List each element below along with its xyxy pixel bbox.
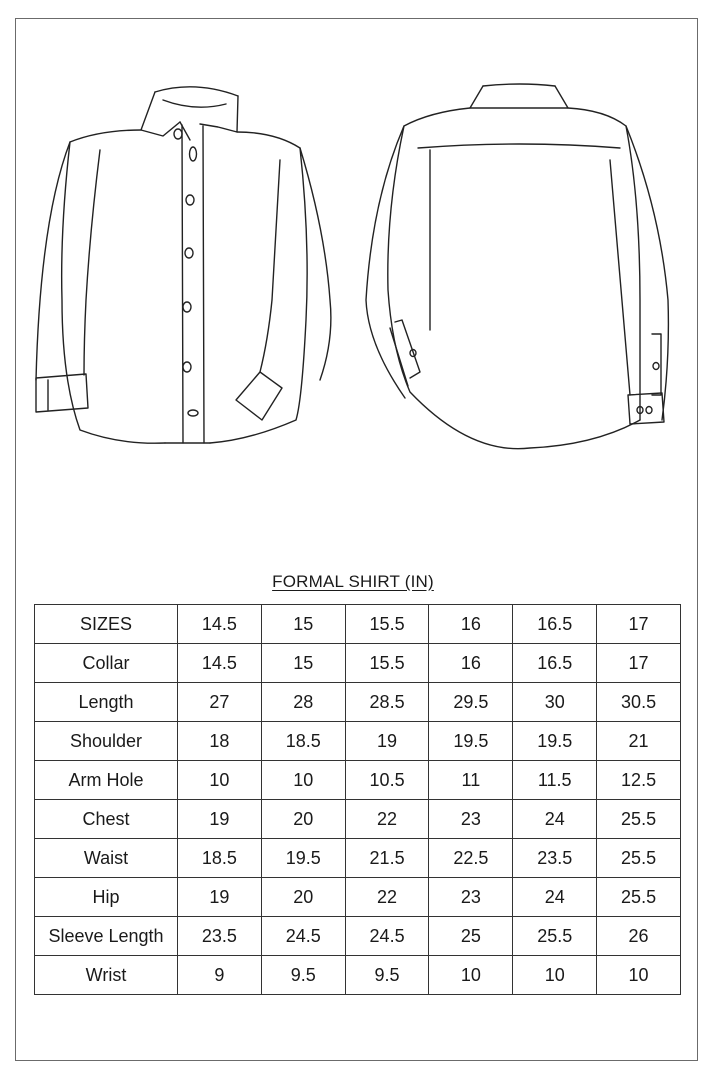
measurement-cell: 14.5 (178, 644, 262, 683)
size-header-cell: 16 (429, 605, 513, 644)
measurement-cell: 24.5 (345, 917, 429, 956)
measurement-cell: 23.5 (178, 917, 262, 956)
measurement-cell: 9.5 (261, 956, 345, 995)
measurement-cell: 30 (513, 683, 597, 722)
measurement-cell: 10 (429, 956, 513, 995)
size-chart-table (34, 604, 681, 995)
measurement-cell: 26 (597, 917, 681, 956)
row-label: Length (35, 683, 178, 722)
table-row (35, 683, 681, 722)
measurement-cell: 28 (261, 683, 345, 722)
measurement-cell: 24 (513, 800, 597, 839)
table-row (35, 800, 681, 839)
shirt-back-drawing (366, 84, 668, 449)
measurement-cell: 15 (261, 644, 345, 683)
measurement-cell: 25.5 (597, 839, 681, 878)
size-header-cell: 14.5 (178, 605, 262, 644)
measurement-cell: 19 (178, 878, 262, 917)
row-label: Hip (35, 878, 178, 917)
table-row (35, 761, 681, 800)
measurement-cell: 25 (429, 917, 513, 956)
measurement-cell: 25.5 (513, 917, 597, 956)
measurement-cell: 27 (178, 683, 262, 722)
measurement-cell: 22 (345, 878, 429, 917)
measurement-cell: 10 (597, 956, 681, 995)
measurement-cell: 25.5 (597, 800, 681, 839)
table-row (35, 839, 681, 878)
measurement-cell: 23 (429, 878, 513, 917)
row-label: Collar (35, 644, 178, 683)
measurement-cell: 18 (178, 722, 262, 761)
measurement-cell: 19 (345, 722, 429, 761)
row-label: Chest (35, 800, 178, 839)
row-label: Wrist (35, 956, 178, 995)
measurement-cell: 15.5 (345, 644, 429, 683)
table-row (35, 956, 681, 995)
measurement-cell: 19.5 (261, 839, 345, 878)
table-row (35, 878, 681, 917)
measurement-cell: 10.5 (345, 761, 429, 800)
table-title: FORMAL SHIRT (IN) (272, 572, 434, 591)
table-row (35, 644, 681, 683)
row-label: SIZES (35, 605, 178, 644)
header-row (35, 605, 681, 644)
table-row (35, 917, 681, 956)
shirt-illustrations (0, 60, 715, 480)
shirt-front-drawing (36, 87, 331, 443)
measurement-cell: 29.5 (429, 683, 513, 722)
measurement-cell: 16 (429, 644, 513, 683)
measurement-cell: 11 (429, 761, 513, 800)
measurement-cell: 19 (178, 800, 262, 839)
measurement-cell: 24 (513, 878, 597, 917)
row-label: Shoulder (35, 722, 178, 761)
measurement-cell: 10 (513, 956, 597, 995)
size-header-cell: 17 (597, 605, 681, 644)
row-label: Sleeve Length (35, 917, 178, 956)
measurement-cell: 9.5 (345, 956, 429, 995)
measurement-cell: 25.5 (597, 878, 681, 917)
measurement-cell: 20 (261, 878, 345, 917)
measurement-cell: 10 (261, 761, 345, 800)
measurement-cell: 22 (345, 800, 429, 839)
measurement-cell: 23.5 (513, 839, 597, 878)
measurement-cell: 12.5 (597, 761, 681, 800)
measurement-cell: 22.5 (429, 839, 513, 878)
measurement-cell: 11.5 (513, 761, 597, 800)
measurement-cell: 19.5 (513, 722, 597, 761)
size-header-cell: 16.5 (513, 605, 597, 644)
table-row (35, 722, 681, 761)
size-header-cell: 15 (261, 605, 345, 644)
measurement-cell: 20 (261, 800, 345, 839)
measurement-cell: 18.5 (178, 839, 262, 878)
measurement-cell: 24.5 (261, 917, 345, 956)
row-label: Arm Hole (35, 761, 178, 800)
measurement-cell: 19.5 (429, 722, 513, 761)
measurement-cell: 10 (178, 761, 262, 800)
measurement-cell: 16.5 (513, 644, 597, 683)
measurement-cell: 30.5 (597, 683, 681, 722)
measurement-cell: 21.5 (345, 839, 429, 878)
row-label: Waist (35, 839, 178, 878)
size-header-cell: 15.5 (345, 605, 429, 644)
measurement-cell: 17 (597, 644, 681, 683)
measurement-cell: 21 (597, 722, 681, 761)
measurement-cell: 23 (429, 800, 513, 839)
measurement-cell: 18.5 (261, 722, 345, 761)
measurement-cell: 28.5 (345, 683, 429, 722)
measurement-cell: 9 (178, 956, 262, 995)
